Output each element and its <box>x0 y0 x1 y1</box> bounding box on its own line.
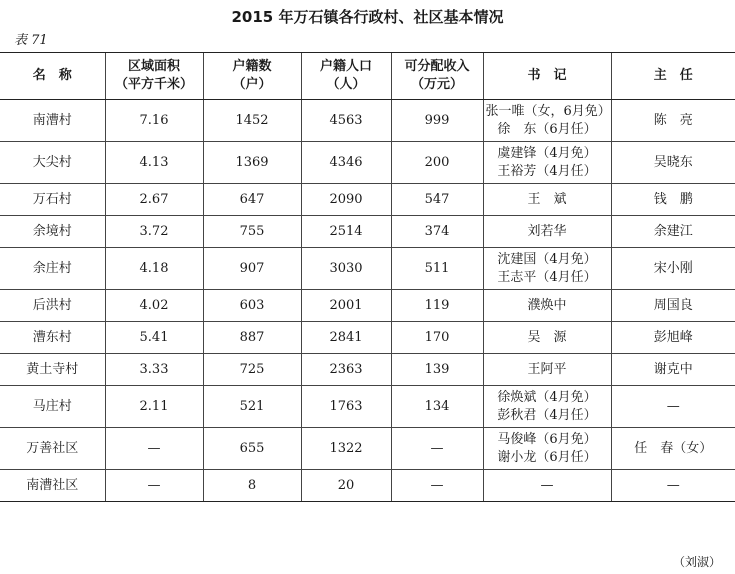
cell-secretary: 马俊峰（6月免） 谢小龙（6月任） <box>483 428 611 470</box>
cell-secretary: 张一唯（女，6月免） 徐 东（6月任） <box>483 100 611 142</box>
table-row <box>0 100 735 142</box>
table-row <box>0 354 735 386</box>
cell-households: 1452 <box>203 100 301 142</box>
cell-population: 2363 <box>301 354 391 386</box>
cell-area: 2.67 <box>105 184 203 216</box>
cell-households: 647 <box>203 184 301 216</box>
cell-secretary: 徐焕斌（4月免） 彭秋君（4月任） <box>483 386 611 428</box>
cell-households: 725 <box>203 354 301 386</box>
cell-director: 宋小刚 <box>611 248 735 290</box>
table-header-row <box>0 53 735 100</box>
cell-income: 999 <box>391 100 483 142</box>
header-secretary: 书 记 <box>483 53 611 100</box>
cell-name: 余境村 <box>0 216 105 248</box>
cell-secretary: — <box>483 470 611 502</box>
table-row <box>0 386 735 428</box>
cell-income: 200 <box>391 142 483 184</box>
cell-population: 2001 <box>301 290 391 322</box>
table-row <box>0 216 735 248</box>
cell-area: 4.13 <box>105 142 203 184</box>
cell-name: 南漕社区 <box>0 470 105 502</box>
table-label: 表 71 <box>14 33 48 48</box>
table-body <box>0 100 735 502</box>
cell-director: — <box>611 470 735 502</box>
cell-area: 5.41 <box>105 322 203 354</box>
cell-director: 钱 鹏 <box>611 184 735 216</box>
cell-households: 603 <box>203 290 301 322</box>
table-row <box>0 184 735 216</box>
cell-area: — <box>105 428 203 470</box>
cell-area: 2.11 <box>105 386 203 428</box>
cell-households: 655 <box>203 428 301 470</box>
cell-population: 2090 <box>301 184 391 216</box>
cell-income: 134 <box>391 386 483 428</box>
cell-households: 755 <box>203 216 301 248</box>
cell-households: 887 <box>203 322 301 354</box>
cell-director: 彭旭峰 <box>611 322 735 354</box>
cell-households: 8 <box>203 470 301 502</box>
cell-name: 南漕村 <box>0 100 105 142</box>
cell-population: 20 <box>301 470 391 502</box>
cell-households: 1369 <box>203 142 301 184</box>
cell-income: — <box>391 428 483 470</box>
cell-population: 2514 <box>301 216 391 248</box>
cell-income: 119 <box>391 290 483 322</box>
header-area: 区域面积 （平方千米） <box>105 53 203 100</box>
document-title: 2015 年万石镇各行政村、社区基本情况 <box>231 8 504 26</box>
cell-income: 170 <box>391 322 483 354</box>
cell-secretary: 沈建国（4月免） 王志平（4月任） <box>483 248 611 290</box>
cell-name: 漕东村 <box>0 322 105 354</box>
header-income: 可分配收入 （万元） <box>391 53 483 100</box>
header-director: 主 任 <box>611 53 735 100</box>
table-row <box>0 322 735 354</box>
cell-income: 547 <box>391 184 483 216</box>
cell-income: 511 <box>391 248 483 290</box>
table-row <box>0 248 735 290</box>
cell-income: 139 <box>391 354 483 386</box>
cell-name: 余庄村 <box>0 248 105 290</box>
cell-population: 1763 <box>301 386 391 428</box>
table-row <box>0 470 735 502</box>
cell-director: 谢克中 <box>611 354 735 386</box>
cell-name: 万石村 <box>0 184 105 216</box>
cell-secretary: 王 斌 <box>483 184 611 216</box>
cell-area: — <box>105 470 203 502</box>
cell-name: 黄土寺村 <box>0 354 105 386</box>
cell-area: 4.02 <box>105 290 203 322</box>
cell-population: 1322 <box>301 428 391 470</box>
cell-income: — <box>391 470 483 502</box>
cell-name: 万善社区 <box>0 428 105 470</box>
header-name: 名 称 <box>0 53 105 100</box>
cell-area: 4.18 <box>105 248 203 290</box>
cell-population: 2841 <box>301 322 391 354</box>
cell-director: 任 春（女） <box>611 428 735 470</box>
cell-director: 余建江 <box>611 216 735 248</box>
cell-area: 3.33 <box>105 354 203 386</box>
header-population: 户籍人口 （人） <box>301 53 391 100</box>
village-info-table <box>0 52 735 502</box>
cell-secretary: 刘若华 <box>483 216 611 248</box>
table-row <box>0 142 735 184</box>
cell-director: — <box>611 386 735 428</box>
cell-population: 3030 <box>301 248 391 290</box>
cell-households: 907 <box>203 248 301 290</box>
cell-secretary: 吴 源 <box>483 322 611 354</box>
cell-area: 7.16 <box>105 100 203 142</box>
cell-director: 周国良 <box>611 290 735 322</box>
table-row <box>0 290 735 322</box>
cell-director: 陈 亮 <box>611 100 735 142</box>
cell-name: 大尖村 <box>0 142 105 184</box>
header-households: 户籍数 （户） <box>203 53 301 100</box>
author-credit: （刘淑） <box>672 555 721 569</box>
cell-area: 3.72 <box>105 216 203 248</box>
cell-secretary: 濮焕中 <box>483 290 611 322</box>
cell-income: 374 <box>391 216 483 248</box>
cell-director: 吴晓东 <box>611 142 735 184</box>
cell-population: 4563 <box>301 100 391 142</box>
table-row <box>0 428 735 470</box>
cell-name: 马庄村 <box>0 386 105 428</box>
cell-population: 4346 <box>301 142 391 184</box>
cell-secretary: 王阿平 <box>483 354 611 386</box>
cell-households: 521 <box>203 386 301 428</box>
cell-secretary: 虞建锋（4月免） 王裕芳（4月任） <box>483 142 611 184</box>
cell-name: 后洪村 <box>0 290 105 322</box>
